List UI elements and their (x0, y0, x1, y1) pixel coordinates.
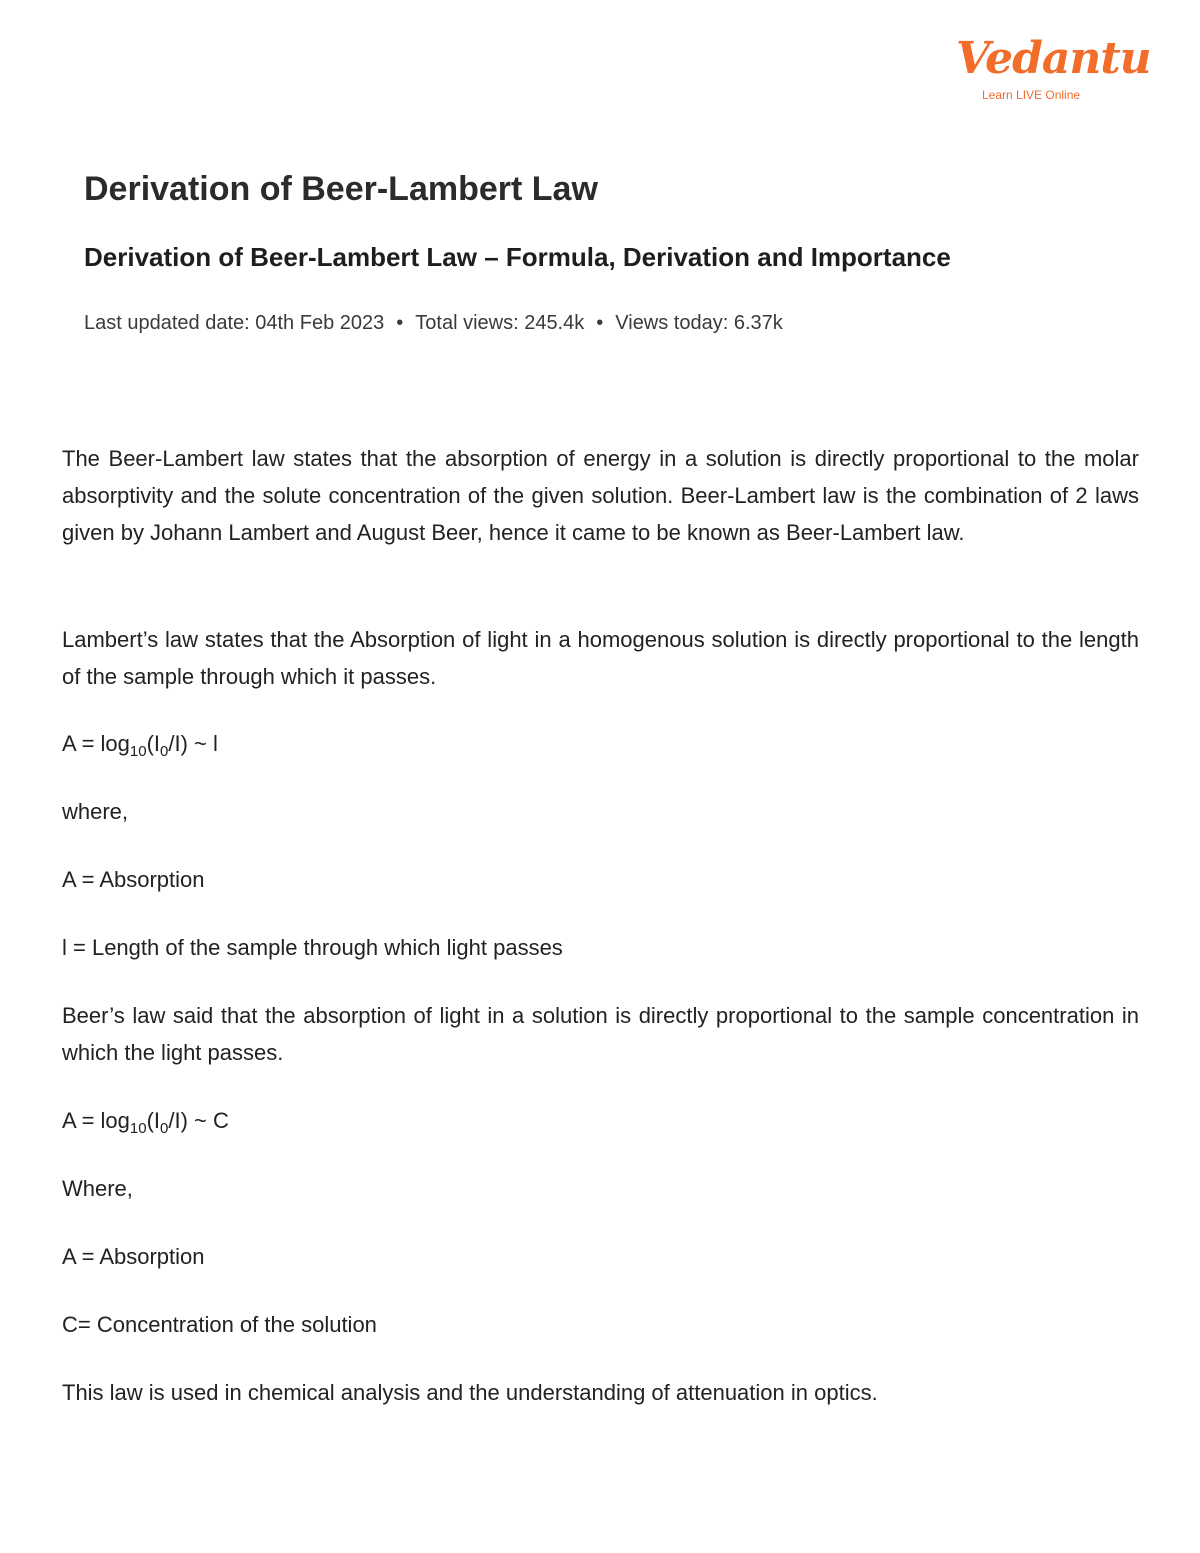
formula-intensity-subscript: 0 (160, 743, 169, 760)
beer-where-label: Where, (62, 1176, 133, 1201)
meta-separator: • (596, 312, 604, 334)
formula-suffix: /I) ~ C (168, 1108, 229, 1133)
brand-tagline: Learn LIVE Online (982, 88, 1081, 102)
formula-suffix: /I) ~ l (168, 731, 218, 756)
lambert-where-label: where, (62, 799, 129, 824)
formula-intensity-subscript: 0 (160, 1120, 169, 1137)
article-body (62, 440, 1139, 1411)
meta-separator: • (396, 312, 404, 334)
last-updated-date: Last updated date: 04th Feb 2023 (84, 312, 385, 334)
brand-name: Vedantu (956, 33, 1151, 84)
formula-open: (I (146, 731, 161, 756)
formula-prefix: A = log (62, 731, 130, 756)
closing-paragraph: This law is used in chemical analysis and the understanding of attenuation in optics. (62, 1380, 878, 1405)
beer-def-concentration: C= Concentration of the solution (62, 1312, 377, 1337)
beer-def-absorption: A = Absorption (62, 1244, 205, 1269)
article-header (84, 168, 1124, 336)
page-subtitle: Derivation of Beer-Lambert Law – Formula, Derivation and Importance (84, 242, 951, 272)
formula-open: (I (146, 1108, 161, 1133)
lambert-law-statement: Lambert’s law states that the Absorption of light in a homogenous solution is directly proportional to the length of the sample through which it passes. (62, 627, 1139, 689)
lambert-formula (62, 725, 1139, 762)
brand-logo (956, 33, 1151, 108)
beer-law-statement: Beer’s law said that the absorption of light in a solution is directly proportional to the sample concentration in which the light passes. (62, 1003, 1139, 1065)
formula-prefix: A = log (62, 1108, 130, 1133)
page-title: Derivation of Beer-Lambert Law (84, 170, 598, 208)
lambert-def-length: l = Length of the sample through which light passes (62, 935, 563, 960)
intro-paragraph: The Beer-Lambert law states that the absorption of energy in a solution is directly proportional to the molar absorptivity and the solute concentration of the given solution. Beer-Lambert law is the combination of 2 laws given by Johann Lambert and August Beer, hence it came to be known as Beer-Lambert law. (62, 446, 1139, 545)
article-meta (84, 310, 1124, 336)
total-views: Total views: 245.4k (415, 312, 585, 334)
beer-formula (62, 1102, 1139, 1139)
formula-log-base: 10 (129, 743, 147, 760)
lambert-def-absorption: A = Absorption (62, 867, 205, 892)
views-today: Views today: 6.37k (615, 312, 783, 334)
formula-log-base: 10 (129, 1120, 147, 1137)
